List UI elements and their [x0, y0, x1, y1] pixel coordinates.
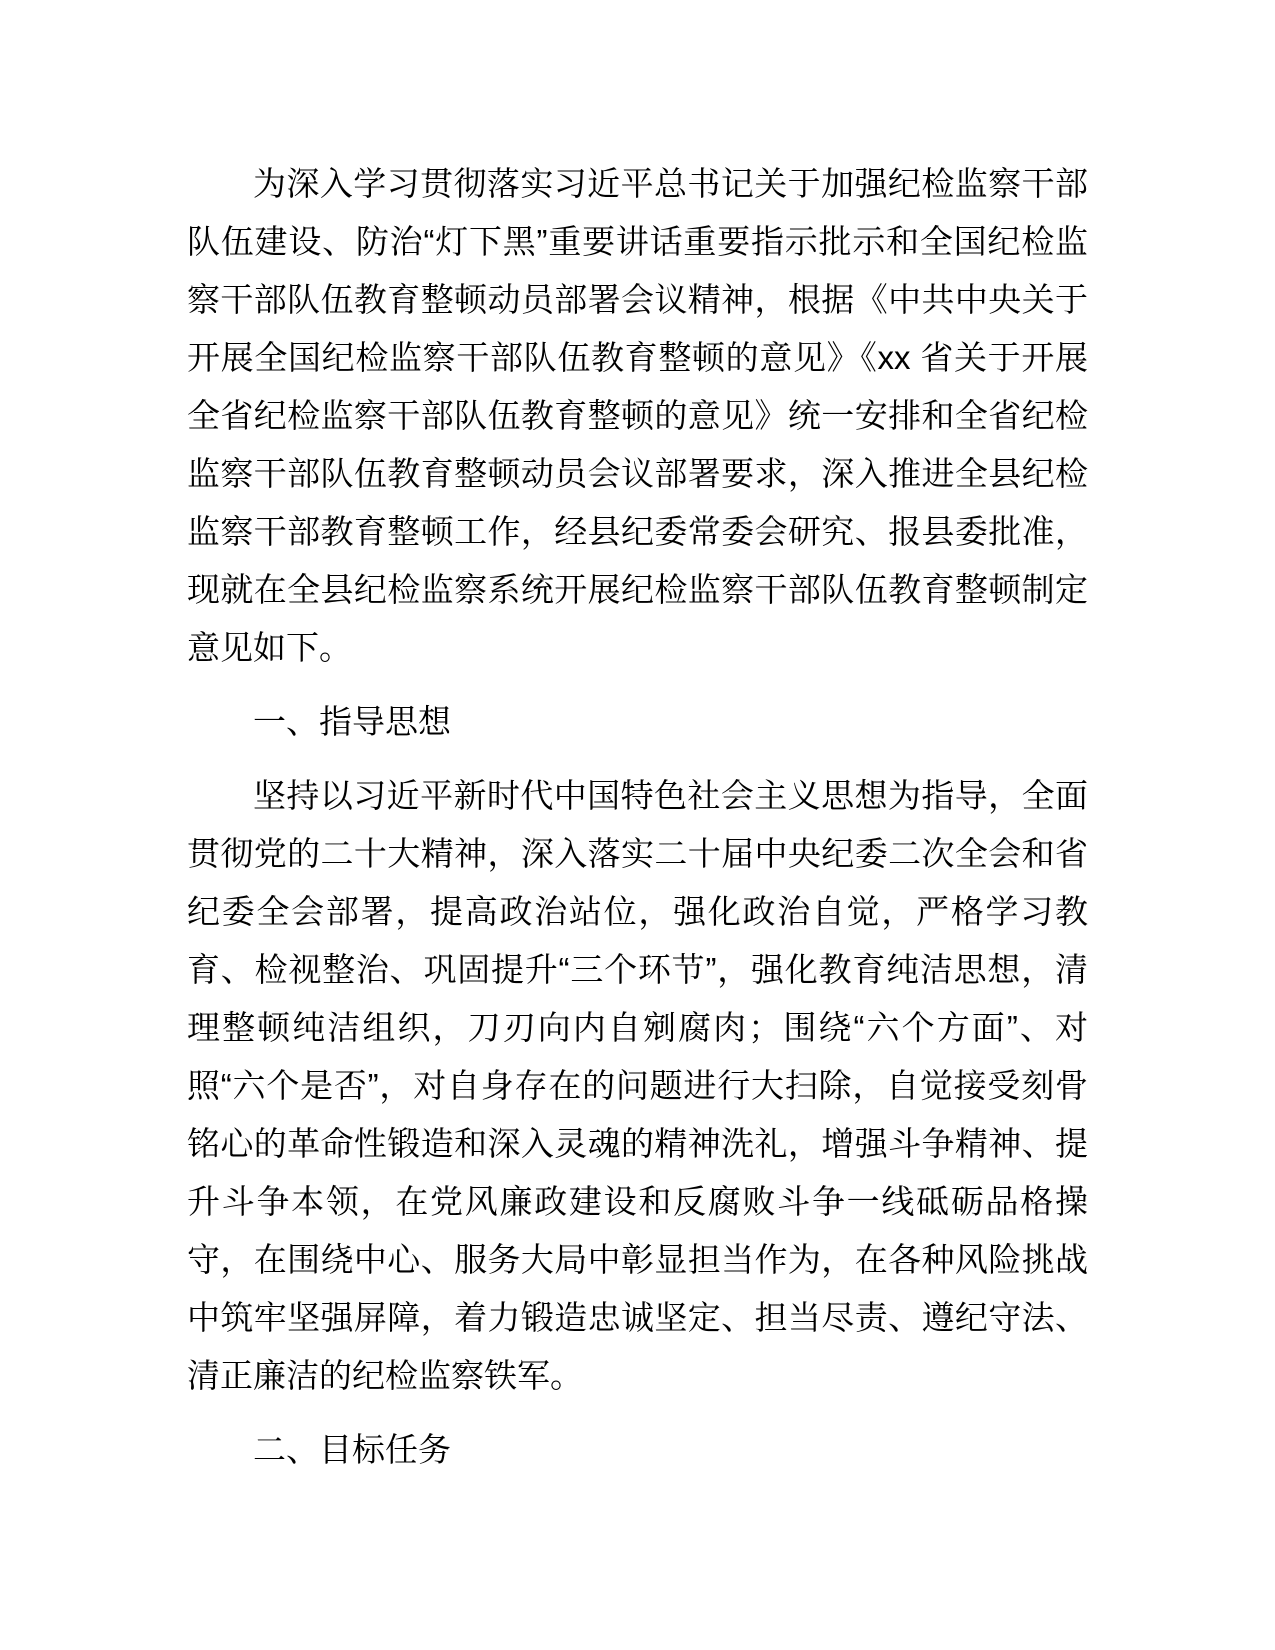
opening-paragraph: 为深入学习贯彻落实习近平总书记关于加强纪检监察干部队伍建设、防治“灯下黑”重要讲话重要指示批示和全国纪检监察干部队伍教育整顿动员部署会议精神，根据《中共中央关于开展全国纪检监察干部队伍教育整顿的意见》《xx 省关于开展全省纪检监察干部队伍教育整顿的意见》统一安排和全省纪检监察干部队伍教育整顿动员会议部署要求，深入推进全县纪检监察干部教育整顿工作，经县纪委常委会研究、报县委批准，现就在全县纪检监察系统开展纪检监察干部队伍教育整顿制定意见如下。 — [187, 165, 1088, 666]
document-body — [187, 155, 1088, 1479]
section-2-heading: 二、目标任务 — [253, 1431, 451, 1468]
section-1-paragraph: 坚持以习近平新时代中国特色社会主义思想为指导，全面贯彻党的二十大精神，深入落实二十届中央纪委二次全会和省纪委全会部署，提高政治站位，强化政治自觉，严格学习教育、检视整治、巩固提升“三个环节”，强化教育纯洁思想，清理整顿纯洁组织，刀刃向内自剜腐肉；围绕“六个方面”、对照“六个是否”，对自身存在的问题进行大扫除，自觉接受刻骨铭心的革命性锻造和深入灵魂的精神洗礼，增强斗争精神、提升斗争本领，在党风廉政建设和反腐败斗争一线砥砺品格操守，在围绕中心、服务大局中彰显担当作为，在各种风险挑战中筑牢坚强屏障，着力锻造忠诚坚定、担当尽责、遵纪守法、清正廉洁的纪检监察铁军。 — [187, 777, 1088, 1394]
section-1-heading: 一、指导思想 — [253, 703, 451, 740]
